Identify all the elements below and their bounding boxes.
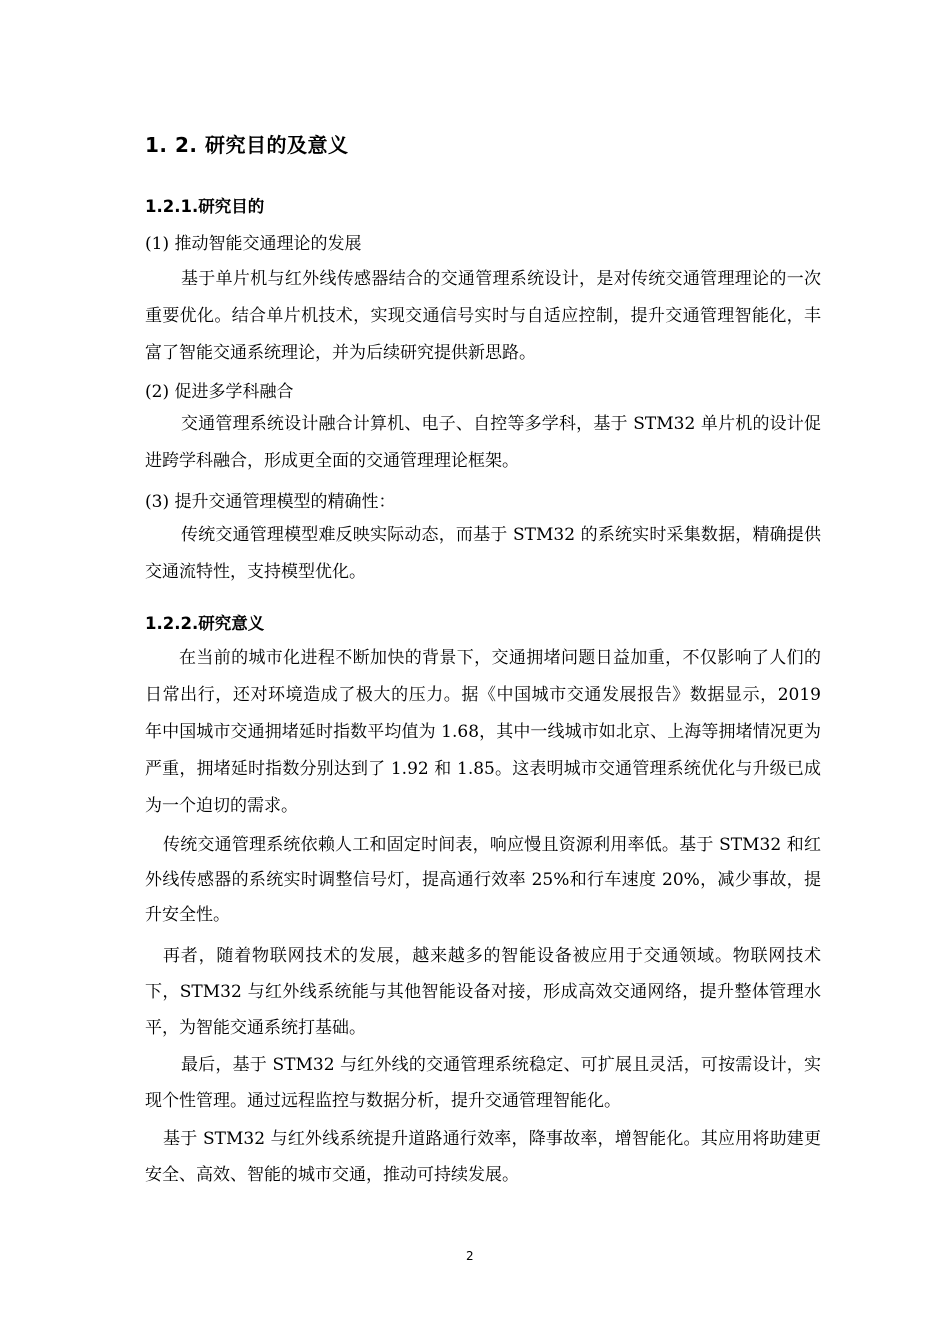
section-title: 1. 2. 研究目的及意义 <box>145 133 349 157</box>
page-number: 2 <box>466 1249 474 1263</box>
significance-paragraph-5: 基于 STM32 与红外线系统提升道路通行效率，降事故率，增智能化。其应用将助建更安全、高效、智能的城市交通，推动可持续发展。 <box>145 1129 821 1185</box>
purpose-item-2-body: 交通管理系统设计融合计算机、电子、自控等多学科，基于 STM32 单片机的设计促进跨学科融合，形成更全面的交通管理理论框架。 <box>145 414 821 471</box>
purpose-item-3-label: (3) 提升交通管理模型的精确性： <box>145 492 396 512</box>
significance-paragraph-3: 再者，随着物联网技术的发展，越来越多的智能设备被应用于交通领域。物联网技术下，STM32 与红外线系统能与其他智能设备对接，形成高效交通网络，提升整体管理水平，为智能交通系统打基础。 <box>145 946 821 1038</box>
purpose-item-1-body: 基于单片机与红外线传感器结合的交通管理系统设计，是对传统交通管理理论的一次重要优化。结合单片机技术，实现交通信号实时与自适应控制，提升交通管理智能化，丰富了智能交通系统理论，并为后续研究提供新思路。 <box>145 269 821 363</box>
significance-paragraph-4: 最后，基于 STM32 与红外线的交通管理系统稳定、可扩展且灵活，可按需设计，实现个性管理。通过远程监控与数据分析，提升交通管理智能化。 <box>145 1055 821 1111</box>
significance-paragraph-2: 传统交通管理系统依赖人工和固定时间表，响应慢且资源利用率低。基于 STM32 和红外线传感器的系统实时调整信号灯，提高通行效率 25%和行车速度 20%，减少事故，提升安全性。 <box>145 835 821 925</box>
purpose-item-1-label: (1) 推动智能交通理论的发展 <box>145 234 362 254</box>
purpose-item-3-body: 传统交通管理模型难反映实际动态，而基于 STM32 的系统实时采集数据，精确提供交通流特性，支持模型优化。 <box>145 525 821 582</box>
significance-heading: 1.2.2.研究意义 <box>145 614 265 633</box>
purpose-item-2-label: (2) 促进多学科融合 <box>145 382 294 402</box>
significance-paragraph-1: 在当前的城市化进程不断加快的背景下，交通拥堵问题日益加重，不仅影响了人们的日常出行，还对环境造成了极大的压力。据《中国城市交通发展报告》数据显示，2019 年中国城市交通拥堵延时指数平均值为 1.68，其中一线城市如北京、上海等拥堵情况更为严重，拥堵延时指数分别达到了 1.92 和 1.85。这表明城市交通管理系统优化与升级已成为一个迫切的需求。 <box>145 648 821 816</box>
purpose-heading: 1.2.1.研究目的 <box>145 197 265 216</box>
